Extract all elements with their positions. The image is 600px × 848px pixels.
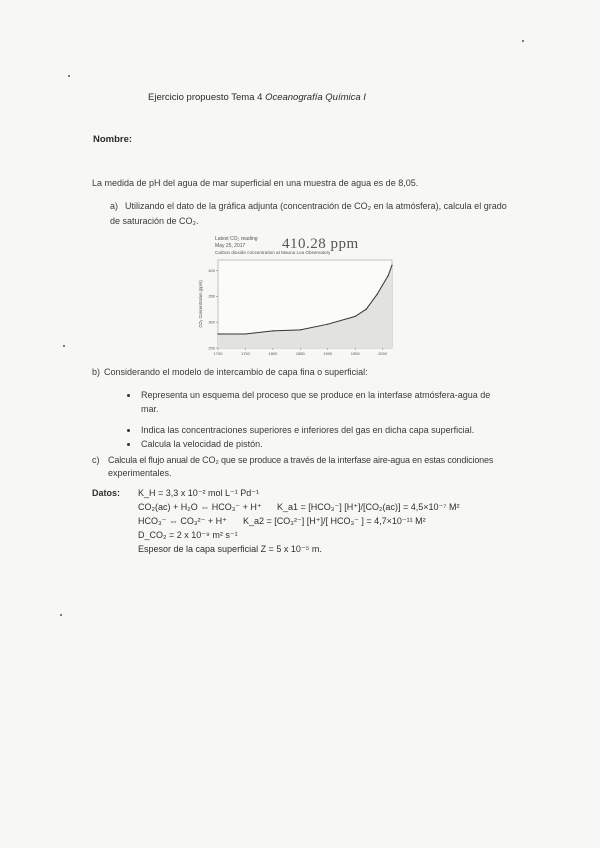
chart-y-tick-label: 350 [208, 293, 215, 299]
datos-eq1: CO₂(ac) + H₂O ⇔ HCO₃⁻ + H⁺ [138, 502, 262, 512]
chart-data-point [366, 309, 367, 310]
intro-paragraph: La medida de pH del agua de mar superficial en una muestra de agua es de 8,05. [92, 178, 419, 188]
scan-speck [60, 614, 62, 616]
chart-data-point [272, 330, 273, 331]
chart-data-point [391, 265, 392, 266]
chart-data-point [327, 324, 328, 325]
bullet-dot [127, 394, 130, 397]
scan-speck [63, 345, 65, 347]
chart-data-point [377, 294, 378, 295]
datos-k1: K_a1 = [HCO₃⁻] [H⁺]/[CO₂(ac)] = 4,5×10⁻⁷ M² [277, 502, 460, 512]
bullet-dot [127, 443, 130, 446]
bullet-3-line1: Calcula la velocidad de pistón. [141, 439, 263, 449]
title-course: Oceanografía Química I [265, 92, 366, 103]
chart-x-tick-label: 1700 [213, 351, 223, 356]
datos-k2: K_a2 = [CO₃²⁻] [H⁺]/[ HCO₃⁻ ] = 4,7×10⁻¹¹ M² [243, 516, 426, 526]
chart-x-tick-label: 1900 [323, 351, 333, 356]
datos-label: Datos: [92, 488, 121, 498]
datos-eq2: HCO₃⁻ ⇔ CO₃²⁻ + H⁺ [138, 516, 227, 526]
chart-header-line1: Latest CO₂ reading [215, 236, 258, 242]
datos-diffusion: D_CO₂ = 2 x 10⁻⁹ m² s⁻¹ [138, 530, 238, 540]
chart-x-tick-label: 1850 [295, 351, 305, 356]
chart-y-axis-label: CO₂ Concentration (ppm) [198, 280, 203, 328]
chart-data-point [388, 275, 389, 276]
chart-big-value: 410.28 ppm [282, 236, 359, 252]
bullet-2-line1: Indica las concentraciones superiores e inferiores del gas en dicha capa superficial. [141, 425, 475, 435]
co2-chart [196, 254, 396, 358]
chart-y-tick-label: 400 [208, 267, 215, 273]
chart-x-tick-label: 1750 [240, 351, 250, 356]
question-a-marker: a) [110, 201, 119, 211]
chart-x-tick-label: 2000 [378, 351, 388, 356]
question-b-marker: b) [92, 367, 101, 377]
question-a-line2: de saturación de CO₂. [110, 216, 199, 226]
scan-speck [68, 75, 70, 77]
nombre-label: Nombre: [93, 134, 133, 145]
bullet-1-line1: Representa un esquema del proceso que se produce en la interfase atmósfera-agua de [141, 390, 491, 400]
question-a-line1: Utilizando el dato de la gráfica adjunta (concentración de CO₂ en la atmósfera), calcula el grado [125, 201, 507, 211]
chart-x-tick-label: 1800 [268, 351, 278, 356]
chart-data-point [217, 333, 218, 334]
chart-data-point [300, 329, 301, 330]
datos-espesor: Espesor de la capa superficial Z = 5 x 10⁻⁵ m. [138, 544, 322, 554]
chart-y-tick-label: 300 [208, 319, 215, 325]
datos-kh: K_H = 3,3 x 10⁻² mol L⁻¹ Pd⁻¹ [138, 488, 260, 498]
scan-speck [522, 40, 524, 42]
title-plain: Ejercicio propuesto Tema 4 [148, 92, 266, 103]
chart-y-tick-label: 250 [208, 345, 215, 351]
bullet-1-line2: mar. [141, 404, 159, 414]
bullet-dot [127, 429, 130, 432]
question-c-line1: Calcula el flujo anual de CO₂ que se produce a través de la interfase aire-agua en estas condiciones [108, 455, 494, 465]
chart-x-tick-label: 1950 [350, 351, 360, 356]
question-c-line2: experimentales. [108, 468, 172, 478]
chart-data-point [245, 333, 246, 334]
chart-header-line3: Carbon dioxide concentration at Mauna Loa Observatory [215, 250, 331, 255]
question-c-marker: c) [92, 455, 100, 465]
chart-data-point [355, 316, 356, 317]
page-title [148, 92, 366, 103]
chart-header-line2: May 25, 2017 [215, 243, 246, 249]
question-b-text: Considerando el modelo de intercambio de capa fina o superficial: [104, 367, 368, 377]
